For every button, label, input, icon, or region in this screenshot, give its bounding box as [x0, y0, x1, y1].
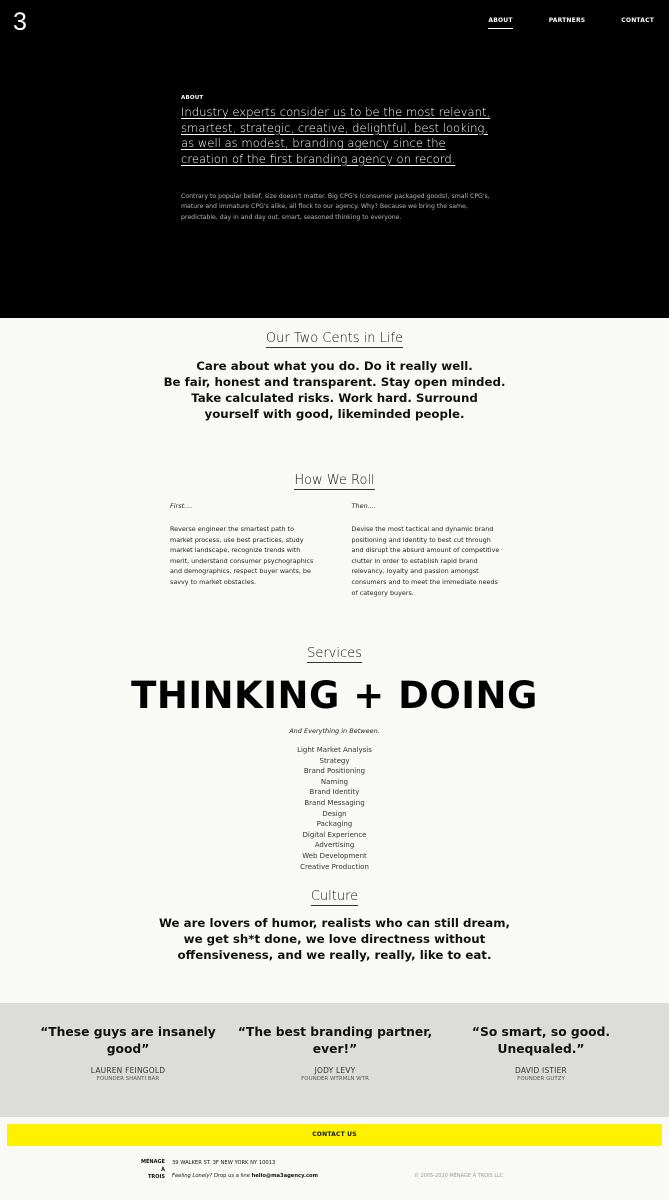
first-heading: First.... — [170, 502, 193, 510]
testimonial-card — [441, 1024, 641, 1082]
how-we-roll-title — [0, 473, 669, 488]
testimonial-card — [28, 1024, 228, 1082]
service-item: Advertising — [314, 841, 355, 850]
culture-line: we get sh*t done, we love directness without — [183, 932, 486, 946]
about-headline-text: Industry experts consider us to be the most relevant, smartest, strategic, creative, delightful, best looking, as well as modest, branding agency since the creation of the first branding agency on record. — [181, 105, 491, 166]
footer-brand-logo[interactable] — [135, 1159, 165, 1182]
two-cents-line: Take calculated risks. Work hard. Surround — [191, 391, 478, 405]
footer-contact-line — [172, 1173, 318, 1179]
testimonial-name: JODY LEVY — [314, 1066, 356, 1075]
service-item: Naming — [320, 777, 349, 786]
two-cents-line: Care about what you do. Do it really well. — [196, 359, 473, 373]
testimonial-role: FOUNDER SHANTI BAR — [96, 1076, 160, 1082]
testimonial-role: FOUNDER GUTZY — [517, 1076, 565, 1082]
testimonials-section — [0, 1003, 669, 1117]
nav-about[interactable]: ABOUT — [488, 17, 512, 29]
contact-us-button[interactable]: CONTACT US — [7, 1124, 662, 1146]
services-tagline: And Everything in Between. — [289, 727, 380, 735]
service-item: Strategy — [319, 756, 350, 765]
footer-address: 39 WALKER ST. 3F NEW YORK NY 10013 — [172, 1160, 276, 1166]
service-item: Brand Messaging — [304, 798, 365, 807]
testimonial-name: LAUREN FEINGOLD — [90, 1066, 166, 1075]
first-body: Reverse engineer the smartest path to market process, use best practices, study market landscape, recognize trends with merit, understand consumer psychographics and demographics, respect buyer wants, be savvy to market obstacles. — [170, 525, 314, 586]
footer-copyright: © 2005-2020 MÉNAGE À TROIS LLC — [414, 1173, 504, 1179]
testimonial-quote: “The best branding partner, ever!” — [237, 1025, 433, 1056]
first-column — [170, 502, 314, 598]
testimonial-name: DAVID ISTIER — [515, 1066, 567, 1075]
footer-email-link[interactable]: hello@ma3agency.com — [251, 1173, 319, 1179]
service-item: Web Development — [302, 851, 367, 860]
service-item: Design — [322, 809, 347, 818]
footer-lonely-lead: Feeling Lonely? — [172, 1173, 213, 1179]
testimonial-card — [235, 1024, 435, 1082]
services-title — [0, 646, 669, 661]
service-item: Brand Positioning — [303, 767, 366, 776]
culture-title — [0, 889, 669, 904]
culture-title-text: Culture — [310, 889, 359, 904]
then-heading: Then.... — [351, 502, 377, 510]
two-cents-statement — [0, 358, 669, 422]
testimonial-quote: “These guys are insanely good” — [40, 1025, 216, 1056]
nav-partners[interactable]: PARTNERS — [548, 17, 586, 24]
how-we-roll-title-text: How We Roll — [294, 473, 375, 488]
footer-lonely-mid: Drop us a line — [212, 1173, 252, 1179]
logo[interactable]: 3 — [13, 8, 27, 36]
two-cents-line: yourself with good, likeminded people. — [204, 407, 465, 421]
then-body: Devise the most tactical and dynamic brand positioning and identity to best cut through and disrupt the absurd amount of competitive clutter in order to establish rapid brand relevancy, loyalty and passion amongst consumers and to meet the immediate needs of category buyers. — [351, 525, 500, 597]
hero-section — [0, 0, 669, 318]
services-headline: THINKING + DOING — [131, 674, 538, 717]
service-item: Digital Experience — [302, 830, 367, 839]
then-column — [352, 502, 500, 598]
services-title-text: Services — [307, 646, 362, 661]
testimonial-role: FOUNDER WTRMLN WTR — [301, 1076, 369, 1082]
about-label: ABOUT — [181, 95, 204, 101]
two-cents-title — [0, 331, 669, 346]
services-list — [0, 745, 669, 872]
testimonial-quote: “So smart, so good. Unequaled.” — [471, 1025, 611, 1056]
two-cents-title-text: Our Two Cents in Life — [265, 331, 404, 346]
footer-brand-line: TROIS — [148, 1174, 165, 1180]
two-cents-line: Be fair, honest and transparent. Stay open minded. — [163, 375, 506, 389]
service-item: Packaging — [316, 820, 353, 829]
footer-brand-line: À — [161, 1166, 165, 1173]
nav-contact[interactable]: CONTACT — [621, 17, 654, 24]
how-we-roll-columns — [170, 502, 500, 598]
footer-brand-line: MÉNAGE — [141, 1159, 165, 1165]
about-headline — [181, 105, 496, 167]
culture-statement — [0, 915, 669, 963]
service-item: Creative Production — [300, 862, 369, 871]
service-item: Brand Identity — [309, 788, 360, 797]
about-body: Contrary to popular belief, size doesn't matter. Big CPG's (consumer packaged goods), small CPG's, mature and immature CPG's alike, all flock to our agency. Why? Because we bring the same, predictable, day in and day out, smart, seasoned thinking to everyone. — [181, 193, 490, 221]
main-nav — [488, 17, 654, 29]
culture-line: We are lovers of humor, realists who can still dream, — [158, 916, 511, 930]
service-item: Light Market Analysis — [297, 746, 372, 754]
culture-line: offensiveness, and we really, really, like to eat. — [177, 948, 492, 962]
